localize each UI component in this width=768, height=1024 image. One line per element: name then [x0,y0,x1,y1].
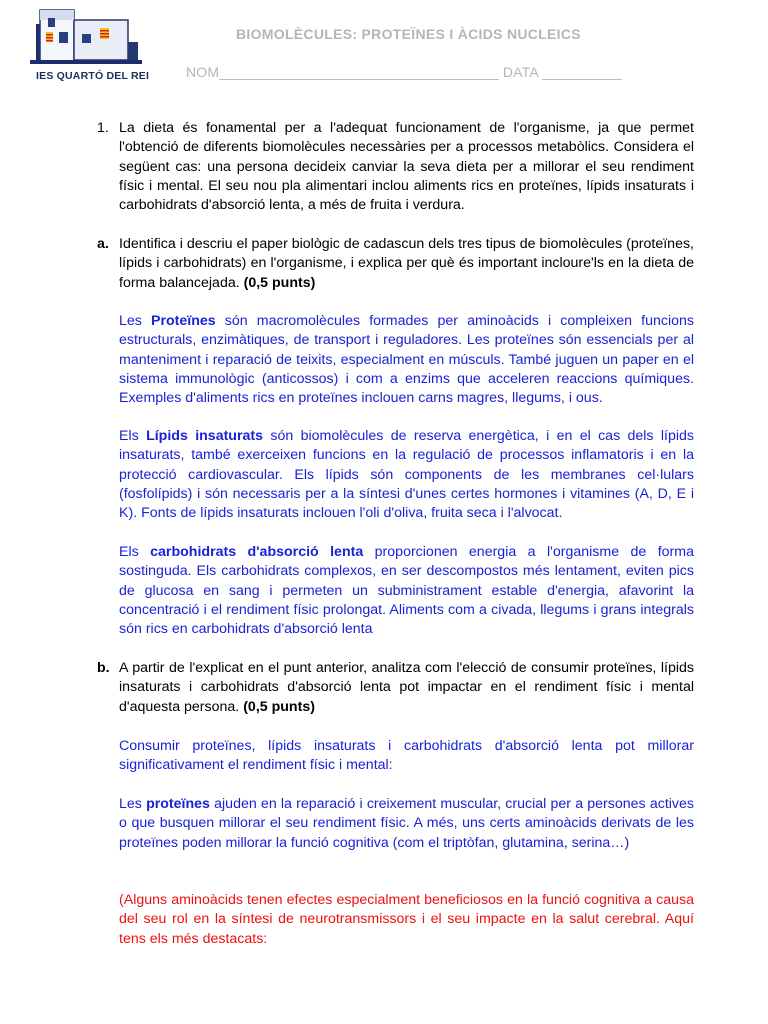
b-proteins-text: ajuden en la reparació i creixement muscular, crucial per a persones actives o que busquen millorar el seu rendiment físic. A més, uns certs aminoàcids derivats de les proteïnes poden millorar la funció cognitiva (com el triptòfan, glutamina, serina…) [119,796,694,851]
part-a-points: (0,5 punts) [243,274,316,291]
date-blank: __________ [542,64,623,80]
carbs-term: carbohidrats d'absorció lenta [150,544,364,560]
part-a-marker: a. [97,236,109,252]
carbs-text: proporcionen energia a l'organisme de forma sostinguda. Els carbohidrats complexos, en ser descompostos més lentament, eviten pics de glucosa en sang i permeten un subministrament estable d'energia, afavorint la concentració i el rendiment físic prolongat. Aliments com a civada, llegums i grans integrals són rics en carbohidrats d'absorció lenta [119,544,694,638]
name-label: NOM [186,64,220,80]
proteins-text: són macromolècules formades per aminoàcids i compleixen funcions estructurals, enzimàtiques, de transport i reguladores. Les proteïnes són essencials per al manteniment i reparació de teixits, especialment en músculs. També juguen un paper en el sistema immunològic (anticossos) i com a enzims que acceleren reaccions químiques. Exemples d'aliments rics en proteïnes inclouen carns magres, llegums, i ous. [119,313,694,407]
lipids-text: són biomolècules de reserva energètica, i en el cas dels lípids insaturats, també exerceixen funcions en la regulació de processos inflamatoris i en la protecció cardiovascular. Els lípids són components de les membranes cel·lulars (fosfolípids) i són necessaris per a la síntesi d'unes certes hormones i vitamines (A, D, E i K). Fonts de lípids insaturats inclouen l'oli d'oliva, fruita seca i l'alvocat. [119,428,694,522]
carbs-lead: Els [119,544,139,560]
date-label: DATA [502,64,539,80]
part-b-marker: b. [97,660,110,676]
b-proteins-lead: Les [119,796,142,812]
part-b-question-text: A partir de l'explicat en el punt anterior, analitza com l'elecció de consumir proteïnes, lípids insaturats i carbohidrats d'absorció lenta pot impactar en el rendiment físic i mental d'aquesta persona. [119,660,694,715]
page-header [0,0,768,100]
part-b-question [119,659,694,717]
name-date-line [186,64,622,80]
name-blank: ___________________________________ [219,64,499,80]
lipids-lead: Els [119,428,139,444]
question-number: 1. [97,120,109,136]
red-note: (Alguns aminoàcids tenen efectes especialment beneficiosos en la funció cognitiva a causa del seu rol en la síntesi de neurotransmissors i el seu impacte en la salut cerebral. Aquí tens els més destacats: [119,892,694,947]
proteins-lead: Les [119,313,142,329]
b-proteins-term: proteïnes [146,796,210,812]
proteins-term: Proteïnes [151,313,216,329]
answer-carbs [119,543,694,639]
school-name: IES QUARTÓ DEL REI [36,70,150,82]
part-a-question [119,235,694,293]
part-b-answer-intro: Consumir proteïnes, lípids insaturats i carbohidrats d'absorció lenta pot millorar significativament el rendiment físic i mental: [119,738,694,774]
part-a-question-text: Identifica i descriu el paper biològic de cadascun dels tres tipus de biomolècules (proteïnes, lípids i carbohidrats) en l'organisme, i explica per què és important incloure'ls en la dieta de forma balancejada. [119,236,694,291]
page-title: BIOMOLÈCULES: PROTEÏNES I ÀCIDS NUCLEICS [236,26,581,42]
answer-lipids [119,427,694,523]
part-b-points: (0,5 punts) [243,698,315,715]
part-b-proteins [119,795,694,853]
answer-proteins [119,312,694,408]
lipids-term: Lípids insaturats [146,428,264,444]
question-1-text: La dieta és fonamental per a l'adequat funcionament de l'organisme, ja que permet l'obtenció de diferents biomolècules necessàries per a processos metabòlics. Considera el següent cas: una persona decideix canviar la seva dieta per a millorar el seu rendiment físic i mental. El seu nou pla alimentari inclou aliments rics en proteïnes, lípids insaturats i carbohidrats d'absorció lenta, a més de fruita i verdura. [119,120,694,214]
